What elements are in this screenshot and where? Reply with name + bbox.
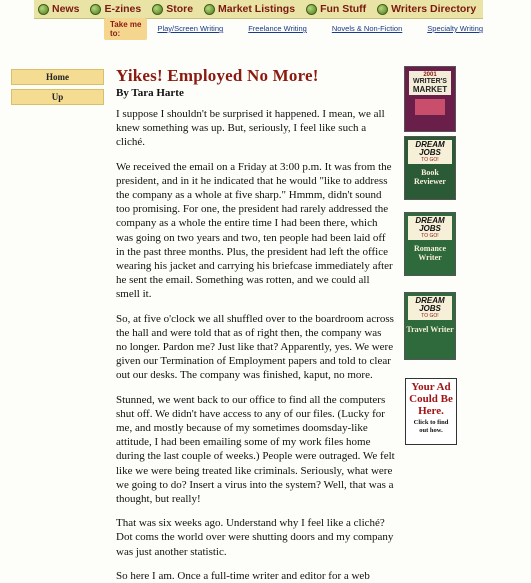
- bullet-icon: [38, 4, 49, 15]
- ad-call-to-action[interactable]: Click to find out how.: [413, 419, 449, 434]
- book-title-line: Book Reviewer: [414, 168, 446, 186]
- book-cover-romance-writer[interactable]: [404, 212, 456, 276]
- article-title: Yikes! Employed No More!: [116, 66, 319, 85]
- link-novels-non-fiction[interactable]: Novels & Non-Fiction: [331, 24, 403, 33]
- ad-line: Could Be: [409, 393, 453, 405]
- ad-line: Your Ad: [411, 381, 451, 393]
- nav-item-label: Market Listings: [218, 3, 296, 15]
- book-cover-illustration: [415, 99, 445, 115]
- book-title-panel: [408, 140, 452, 164]
- nav-item-market-listings[interactable]: [204, 3, 295, 15]
- book-year: 2001: [423, 72, 437, 78]
- book-cover-book-reviewer[interactable]: [404, 136, 456, 200]
- book-series-name: DREAM JOBS: [415, 296, 445, 313]
- book-series-name: DREAM JOBS: [415, 140, 445, 157]
- nav-item-label: Fun Stuff: [320, 3, 367, 15]
- nav-item-fun-stuff[interactable]: [306, 3, 366, 15]
- bullet-icon: [152, 4, 163, 15]
- book-title-line: MARKET: [412, 85, 448, 94]
- nav-item-label: Store: [166, 3, 194, 15]
- take-me-to-label: Take me to:: [104, 18, 147, 40]
- book-title-line: Romance Writer: [414, 244, 446, 262]
- book-title-line: Travel Writer: [406, 325, 454, 334]
- book-title-line: WRITER'S: [413, 78, 447, 85]
- book-title-panel: [409, 71, 451, 95]
- sub-navigation-bar: [104, 21, 483, 36]
- article-byline: By Tara Harte: [116, 87, 184, 99]
- nav-item-store[interactable]: [152, 3, 193, 15]
- ad-banner[interactable]: [405, 378, 457, 445]
- article-paragraph: So here I am. Once a full-time writer and editor for a web: [116, 569, 370, 582]
- book-title-panel: [408, 216, 452, 240]
- top-navigation-bar: [34, 0, 483, 19]
- bullet-icon: [377, 4, 388, 15]
- book-cover-travel-writer[interactable]: [404, 292, 456, 360]
- bullet-icon: [204, 4, 215, 15]
- article-paragraph: We received the email on a Friday at 3:00 p.m. It was from the president, and in it he indicated that he would "like to address the company as a whole at five sharp." Hmmm, didn't sound too promising. For one, the president had rarely addressed the company as a whole the entire time I had been there, which was going on two years and two, ten people had been laid off in the past three months. Plus, the president had left the office wearing his jacket and carrying his briefcase immediately after he sent the email. Something was rotten, and we could all smell it.: [116, 160, 393, 301]
- nav-item-label: Writers Directory: [391, 3, 477, 15]
- article-paragraph: I suppose I shouldn't be surprised it happened. I mean, we all knew something was up. But, seriously, I feel like such a cliché.: [116, 108, 385, 149]
- nav-item-ezines[interactable]: [90, 3, 141, 15]
- nav-item-label: E-zines: [104, 3, 142, 15]
- book-series-name: DREAM JOBS: [415, 216, 445, 233]
- nav-item-label: News: [52, 3, 80, 15]
- link-freelance-writing[interactable]: Freelance Writing: [248, 24, 307, 33]
- book-cover-writers-market[interactable]: [404, 66, 456, 132]
- book-cover-art: [404, 212, 456, 276]
- article-paragraph: Stunned, we went back to our office to find all the computers shut off. We didn't have access to any of our files. (Lucky for me, and mostly because of my sometimes doomsday-like attitude, I had been emailing some of my work files home during the last couple of weeks.) People were outraged. We felt like we were being treated like criminals. Seriously, what were we going to do? Insert a virus into the system? Well, that was a thought, but really!: [116, 393, 395, 506]
- article-paragraph: That was six weeks ago. Understand why I feel like a cliché? Dot coms the world over were shutting doors and my company was just another statistic.: [116, 517, 394, 558]
- book-series-sub: TO GO!: [421, 313, 439, 319]
- book-cover-art: [404, 292, 456, 360]
- bullet-icon: [90, 4, 101, 15]
- bullet-icon: [306, 4, 317, 15]
- nav-item-writers-directory[interactable]: [377, 3, 476, 15]
- book-cover-art: [404, 66, 456, 132]
- link-specialty-writing[interactable]: Specialty Writing: [427, 24, 483, 33]
- sidebar-item-up[interactable]: Up: [11, 89, 104, 105]
- link-play-screen-writing[interactable]: Play/Screen Writing: [157, 24, 224, 33]
- ad-line: Here.: [418, 405, 444, 417]
- nav-item-news[interactable]: [38, 3, 79, 15]
- article: [116, 66, 395, 583]
- book-series-sub: TO GO!: [421, 233, 439, 239]
- sidebar-item-home[interactable]: Home: [11, 69, 104, 85]
- book-cover-art: [404, 136, 456, 200]
- article-paragraph: So, at five o'clock we all shuffled over to the boardroom across the hall and were told that as of right then, the company was no longer. Pardon me? Just like that? Apparently, yes. We were given our Termination of Employment papers and told to clear out our desks. The company was finished, kaput, no more.: [116, 312, 394, 382]
- book-title-panel: [408, 296, 452, 320]
- book-series-sub: TO GO!: [421, 157, 439, 163]
